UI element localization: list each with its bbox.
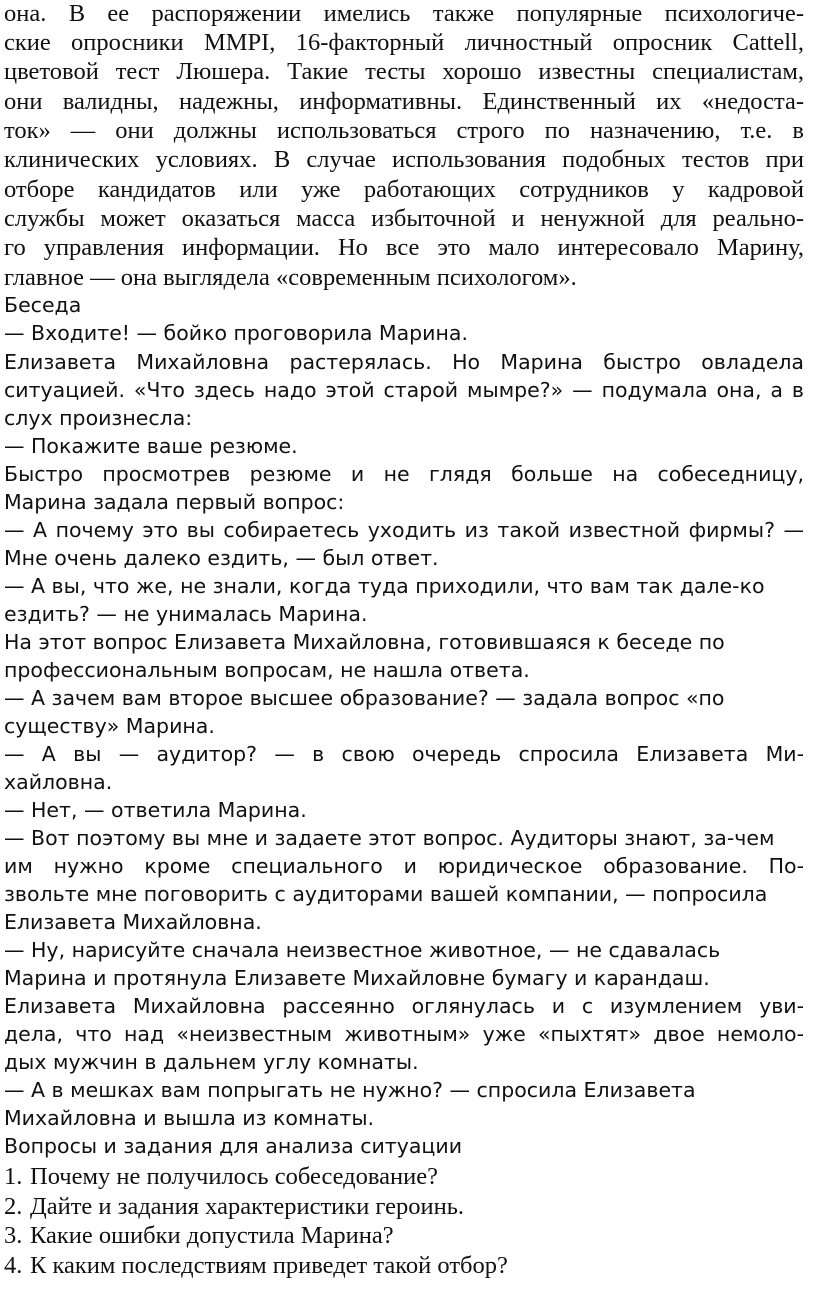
questions-heading: Вопросы и задания для анализа ситуации [4,1134,463,1158]
dialogue-line: — Ну, нарисуйте сначала неизвестное животное, — не сдавалась [4,938,721,962]
intro-line: го управления информации. Но все это мало интересовало Марину, [4,234,804,261]
dialogue-line: дых мужчин в дальнем углу комнаты. [4,1050,419,1074]
dialogue-line: существу» Марина. [4,714,215,738]
dialogue-line: Мне очень далеко ездить, — был ответ. [4,546,439,570]
dialogue-line: — Покажите ваше резюме. [4,434,298,458]
intro-line: главное — она выглядела «современным психологом». [4,264,577,291]
dialogue-line: Елизавета Михайловна. [4,910,262,934]
dialogue-line: Елизавета Михайловна растерялась. Но Марина быстро овладела [4,350,804,374]
dialogue-line: — А зачем вам второе высшее образование? — задала вопрос «по [4,686,725,710]
dialogue-line: дела, что над «неизвестным животным» уже «пыхтят» двое немоло- [4,1022,804,1046]
dialogue-line: — Нет, — ответила Марина. [4,798,307,822]
dialogue-line: им нужно кроме специального и юридическое образование. По- [4,854,804,878]
question-text: Какие ошибки допустила Марина? [30,1222,394,1249]
intro-line: цветовой тест Люшера. Такие тесты хорошо известны специалистам, [4,58,804,85]
question-item [4,1163,804,1191]
dialogue-line: Марина задала первый вопрос: [4,490,345,514]
dialogue-line: Марина и протянула Елизавете Михайловне бумагу и карандаш. [4,966,710,990]
dialogue-line: — А почему это вы собираетесь уходить из такой известной фирмы? — [4,518,804,542]
dialogue-line: ситуацией. «Что здесь надо этой старой мымре?» — подумала она, а в [4,378,804,402]
question-number: 4. [4,1252,23,1279]
section-heading: Беседа [4,293,82,317]
dialogue-line: — А вы, что же, не знали, когда туда приходили, что вам так дале-ко [4,574,765,598]
question-number: 2. [4,1193,23,1220]
dialogue-line: — Вот поэтому вы мне и задаете этот вопрос. Аудиторы знают, за-чем [4,826,775,850]
question-item [4,1252,804,1280]
dialogue-line: Елизавета Михайловна рассеянно оглянулась и с изумлением уви- [4,994,804,1018]
dialogue-line: ездить? — не унималась Марина. [4,602,368,626]
question-text: Дайте и задания характеристики героинь. [30,1193,465,1220]
dialogue-line: — А вы — аудитор? — в свою очередь спросила Елизавета Ми- [4,742,804,766]
question-item [4,1193,804,1221]
dialogue-line: звольте мне поговорить с аудиторами вашей компании, — попросила [4,882,768,906]
intro-line: клинических условиях. В случае использования подобных тестов при [4,146,804,173]
intro-line: службы может оказаться масса избыточной и ненужной для реально- [4,205,804,232]
intro-line: они валидны, надежны, информативны. Единственный их «недоста- [4,88,804,115]
dialogue-line: слух произнесла: [4,406,193,430]
intro-line: отборе кандидатов или уже работающих сотрудников у кадровой [4,176,804,203]
dialogue-line: профессиональным вопросам, не нашла ответа. [4,658,530,682]
intro-line: ские опросники MMPI, 16-факторный личностный опросник Cattell, [4,29,804,56]
dialogue-line: Быстро просмотрев резюме и не глядя больше на собеседницу, [4,462,804,486]
dialogue-line: хайловна. [4,770,113,794]
dialogue-line: На этот вопрос Елизавета Михайловна, готовившаяся к беседе по [4,630,725,654]
question-number: 1. [4,1163,23,1190]
question-text: Почему не получилось собеседование? [30,1163,438,1190]
dialogue-line: — Входите! — бойко проговорила Марина. [4,321,468,345]
question-number: 3. [4,1222,23,1249]
dialogue-line: Михайловна и вышла из комнаты. [4,1106,375,1130]
question-text: К каким последствиям приведет такой отбор? [30,1252,508,1279]
intro-line: она. В ее распоряжении имелись также популярные психологиче- [4,0,804,27]
dialogue-line: — А в мешках вам попрыгать не нужно? — спросила Елизавета [4,1078,696,1102]
intro-line: ток» — они должны использоваться строго по назначению, т.е. в [4,117,804,144]
question-item [4,1222,804,1250]
